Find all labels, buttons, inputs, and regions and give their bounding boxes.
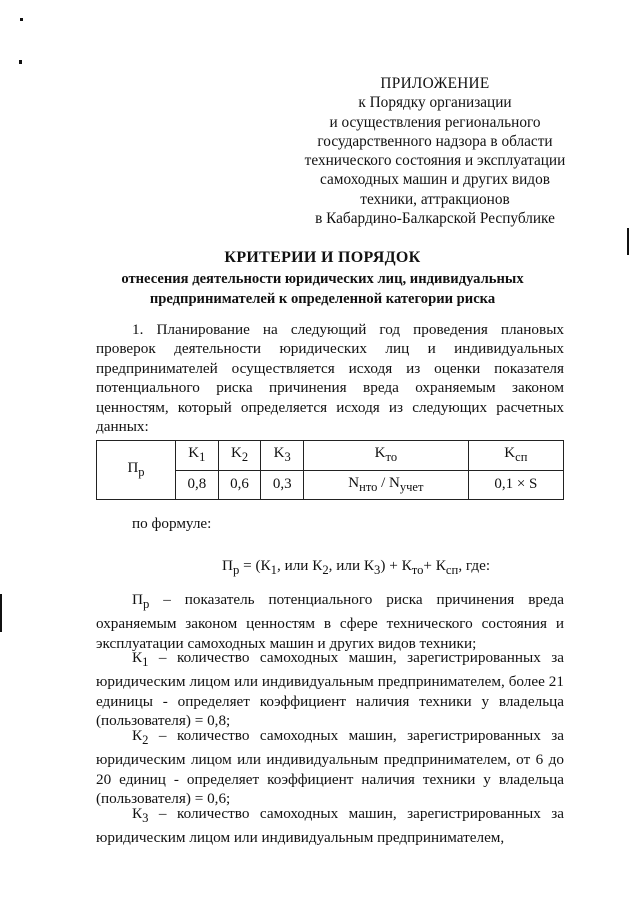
appendix-block [290, 74, 580, 228]
appendix-title: ПРИЛОЖЕНИЕ [380, 75, 490, 92]
document-heading [95, 248, 550, 309]
scan-speck [20, 18, 23, 21]
table-header-cell: $K_{сп}$ [468, 441, 563, 471]
table-header-cell: $K_{то}$ [304, 441, 469, 471]
appendix-line: технического состояния и эксплуатации [304, 152, 566, 170]
table-value-cell: 0,8 [176, 470, 219, 500]
table-value-cell: 0,6 [218, 470, 261, 500]
appendix-line: и осуществления регионального [329, 113, 541, 131]
table-header-cell: $K_2$ [218, 441, 261, 471]
table-value-cell: 0,1 × S [468, 470, 563, 500]
table-header-cell: $K_3$ [261, 441, 304, 471]
formula: $П_р = (К_1$, или $К_2$, или $К_3) + К_{то}+ К_{сп}$, где: [222, 557, 491, 578]
scan-speck [19, 60, 22, 64]
table-value-cell: $N_{нто} / N_{учет}$ [304, 470, 469, 500]
table-value-cell: 0,3 [261, 470, 304, 500]
heading-subtitle-line: предпринимателей к определенной категории риска [149, 291, 496, 307]
definition-paragraph: $П_р$ – показатель потенциального риска причинения вреда охраняемым законом ценностям в сфере технического состояния и эксплуатации самоходных машин и других видов техники; [96, 591, 564, 652]
definition-paragraph: $К_2$ – количество самоходных машин, зарегистрированных за юридическим лицом или индивидуальным предпринимателем, от 6 до 20 единиц - определяет коэффициент наличия техники у владельца (пользователя) = 0,6; [96, 727, 564, 808]
heading-subtitle-line: отнесения деятельности юридических лиц, индивидуальных [121, 271, 524, 287]
appendix-line: техники, аттракционов [360, 190, 510, 208]
appendix-line: самоходных машин и других видов [320, 171, 550, 189]
appendix-line: к Порядку организации [358, 94, 512, 112]
table-row-label: $П_р$ [97, 441, 176, 500]
scan-edge-mark [0, 594, 2, 632]
appendix-line: в Кабардино-Балкарской Республике [315, 210, 555, 228]
definition-paragraph: $К_1$ – количество самоходных машин, зарегистрированных за юридическим лицом или индивидуальным предпринимателем, более 21 единицы - определяет коэффициент наличия техники у владельца (пользователя) = 0,8; [96, 649, 564, 730]
heading-title: КРИТЕРИИ И ПОРЯДОК [224, 249, 421, 266]
formula-label: по формуле: [132, 515, 212, 532]
intro-paragraph: 1. Планирование на следующий год проведения плановых проверок деятельности юридических лиц и индивидуальных предпринимателей осуществляется исходя из оценки показателя потенциального риска причинения вреда охраняемым законом ценностям, который определяется исходя из следующих расчетных данных: [96, 321, 564, 436]
scan-edge-mark [627, 228, 629, 255]
table-header-cell: $K_1$ [176, 441, 219, 471]
coefficients-table [96, 440, 564, 500]
appendix-line: государственного надзора в области [317, 132, 553, 150]
definition-paragraph: $К_3$ – количество самоходных машин, зарегистрированных за юридическим лицом или индивидуальным предпринимателем, [96, 805, 564, 847]
